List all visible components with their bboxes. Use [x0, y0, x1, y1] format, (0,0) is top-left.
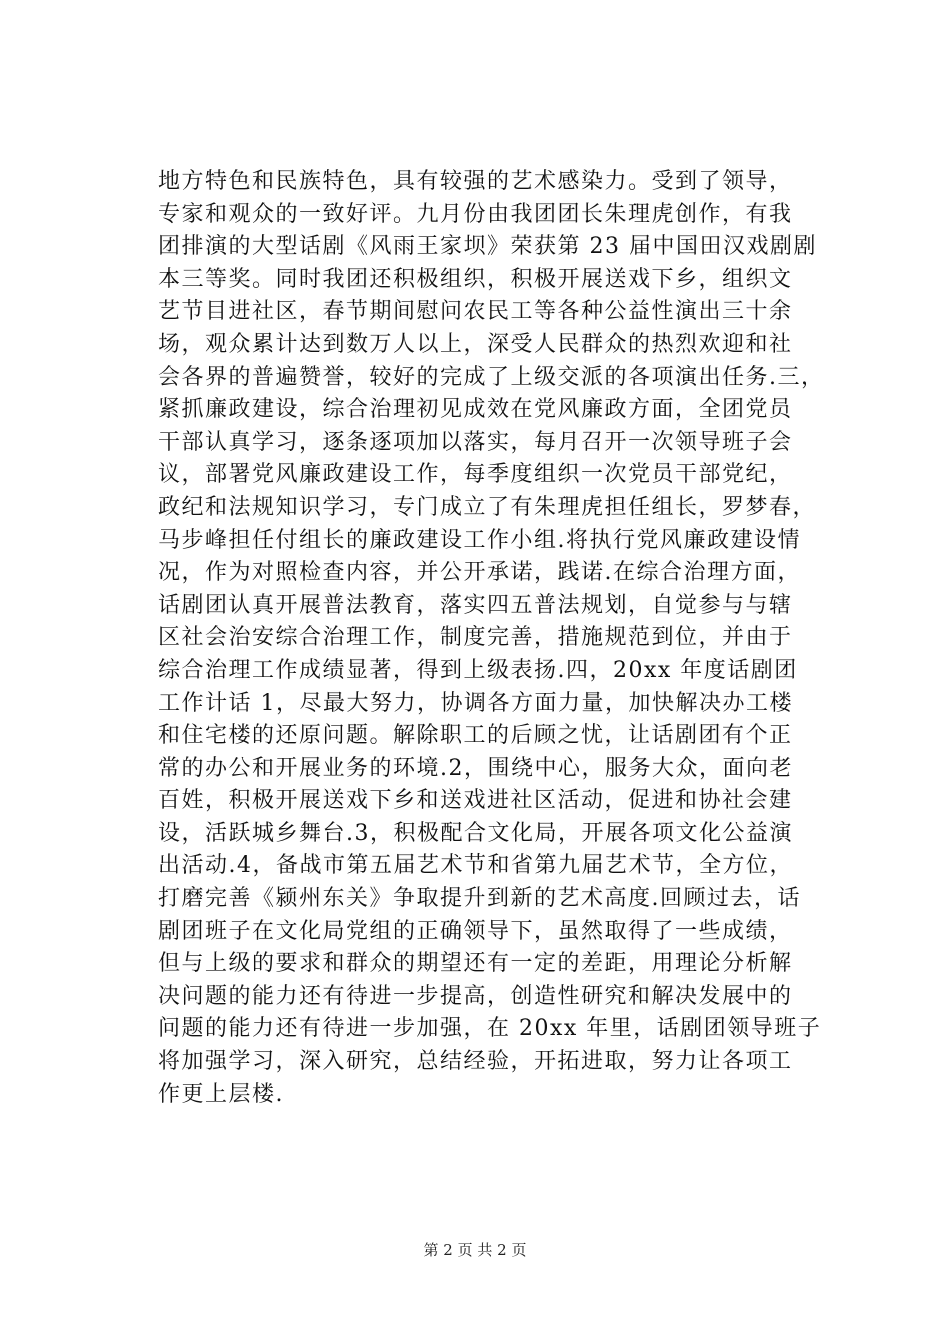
- body-paragraph: [158, 166, 858, 1111]
- text-line: 常的办公和开展业务的环境.2，围绕中心，服务大众，面向老: [158, 755, 793, 781]
- text-line: 团排演的大型话剧《风雨王家坝》荣获第 23 届中国田汉戏剧剧: [158, 234, 817, 260]
- text-line: 出活动.4，备战市第五届艺术节和省第九届艺术节，全方位，: [158, 853, 793, 879]
- text-line: 艺节目进社区，春节期间慰问农民工等各种公益性演出三十余: [158, 299, 793, 325]
- text-line: 问题的能力还有待进一步加强，在 20xx 年里，话剧团领导班子: [158, 1016, 822, 1042]
- text-line: 但与上级的要求和群众的期望还有一定的差距，用理论分析解: [158, 951, 793, 977]
- text-line: 决问题的能力还有待进一步提高，创造性研究和解决发展中的: [158, 983, 793, 1009]
- text-line: 场，观众累计达到数万人以上，深受人民群众的热烈欢迎和社: [158, 331, 793, 357]
- text-line: 议，部署党风廉政建设工作，每季度组织一次党员干部党纪，: [158, 462, 793, 488]
- text-line: 剧团班子在文化局党组的正确领导下，虽然取得了一些成绩，: [158, 918, 793, 944]
- text-line: 地方特色和民族特色，具有较强的艺术感染力。受到了领导，: [158, 169, 793, 194]
- text-line: 百姓，积极开展送戏下乡和送戏进社区活动，促进和协社会建: [158, 788, 793, 814]
- text-line: 区社会治安综合治理工作，制度完善，措施规范到位，并由于: [158, 625, 793, 651]
- text-line: 将加强学习，深入研究，总结经验，开拓进取，努力让各项工: [158, 1049, 793, 1075]
- text-line: 紧抓廉政建设，综合治理初见成效在党风廉政方面，全团党员: [158, 397, 793, 423]
- text-line: 政纪和法规知识学习，专门成立了有朱理虎担任组长，罗梦春，: [158, 494, 817, 520]
- text-line: 工作计话 1，尽最大努力，协调各方面力量，加快解决办工楼: [158, 690, 793, 716]
- text-line: 作更上层楼.: [158, 1081, 284, 1107]
- text-line: 干部认真学习，逐条逐项加以落实，每月召开一次领导班子会: [158, 429, 793, 455]
- text-line: 马步峰担任付组长的廉政建设工作小组.将执行党风廉政建设情: [158, 527, 801, 553]
- text-line: 专家和观众的一致好评。九月份由我团团长朱理虎创作，有我: [158, 201, 793, 227]
- text-line: 会各界的普遍赞誉，较好的完成了上级交派的各项演出任务.三，: [158, 364, 825, 390]
- text-line: 打磨完善《颍州东关》争取提升到新的艺术高度.回顾过去，话: [158, 886, 801, 912]
- text-line: 本三等奖。同时我团还积极组织，积极开展送戏下乡，组织文: [158, 266, 793, 292]
- text-line: 话剧团认真开展普法教育，落实四五普法规划，自觉参与与辖: [158, 592, 793, 618]
- page-number-footer: 第 2 页 共 2 页: [423, 1241, 527, 1259]
- text-line: 况，作为对照检查内容，并公开承诺，践诺.在综合治理方面，: [158, 560, 801, 586]
- text-line: 综合治理工作成绩显著，得到上级表扬.四，20xx 年度话剧团: [158, 657, 798, 683]
- text-line: 设，活跃城乡舞台.3，积极配合文化局，开展各项文化公益演: [158, 820, 793, 846]
- text-line: 和住宅楼的还原问题。解除职工的后顾之忧，让话剧团有个正: [158, 723, 793, 749]
